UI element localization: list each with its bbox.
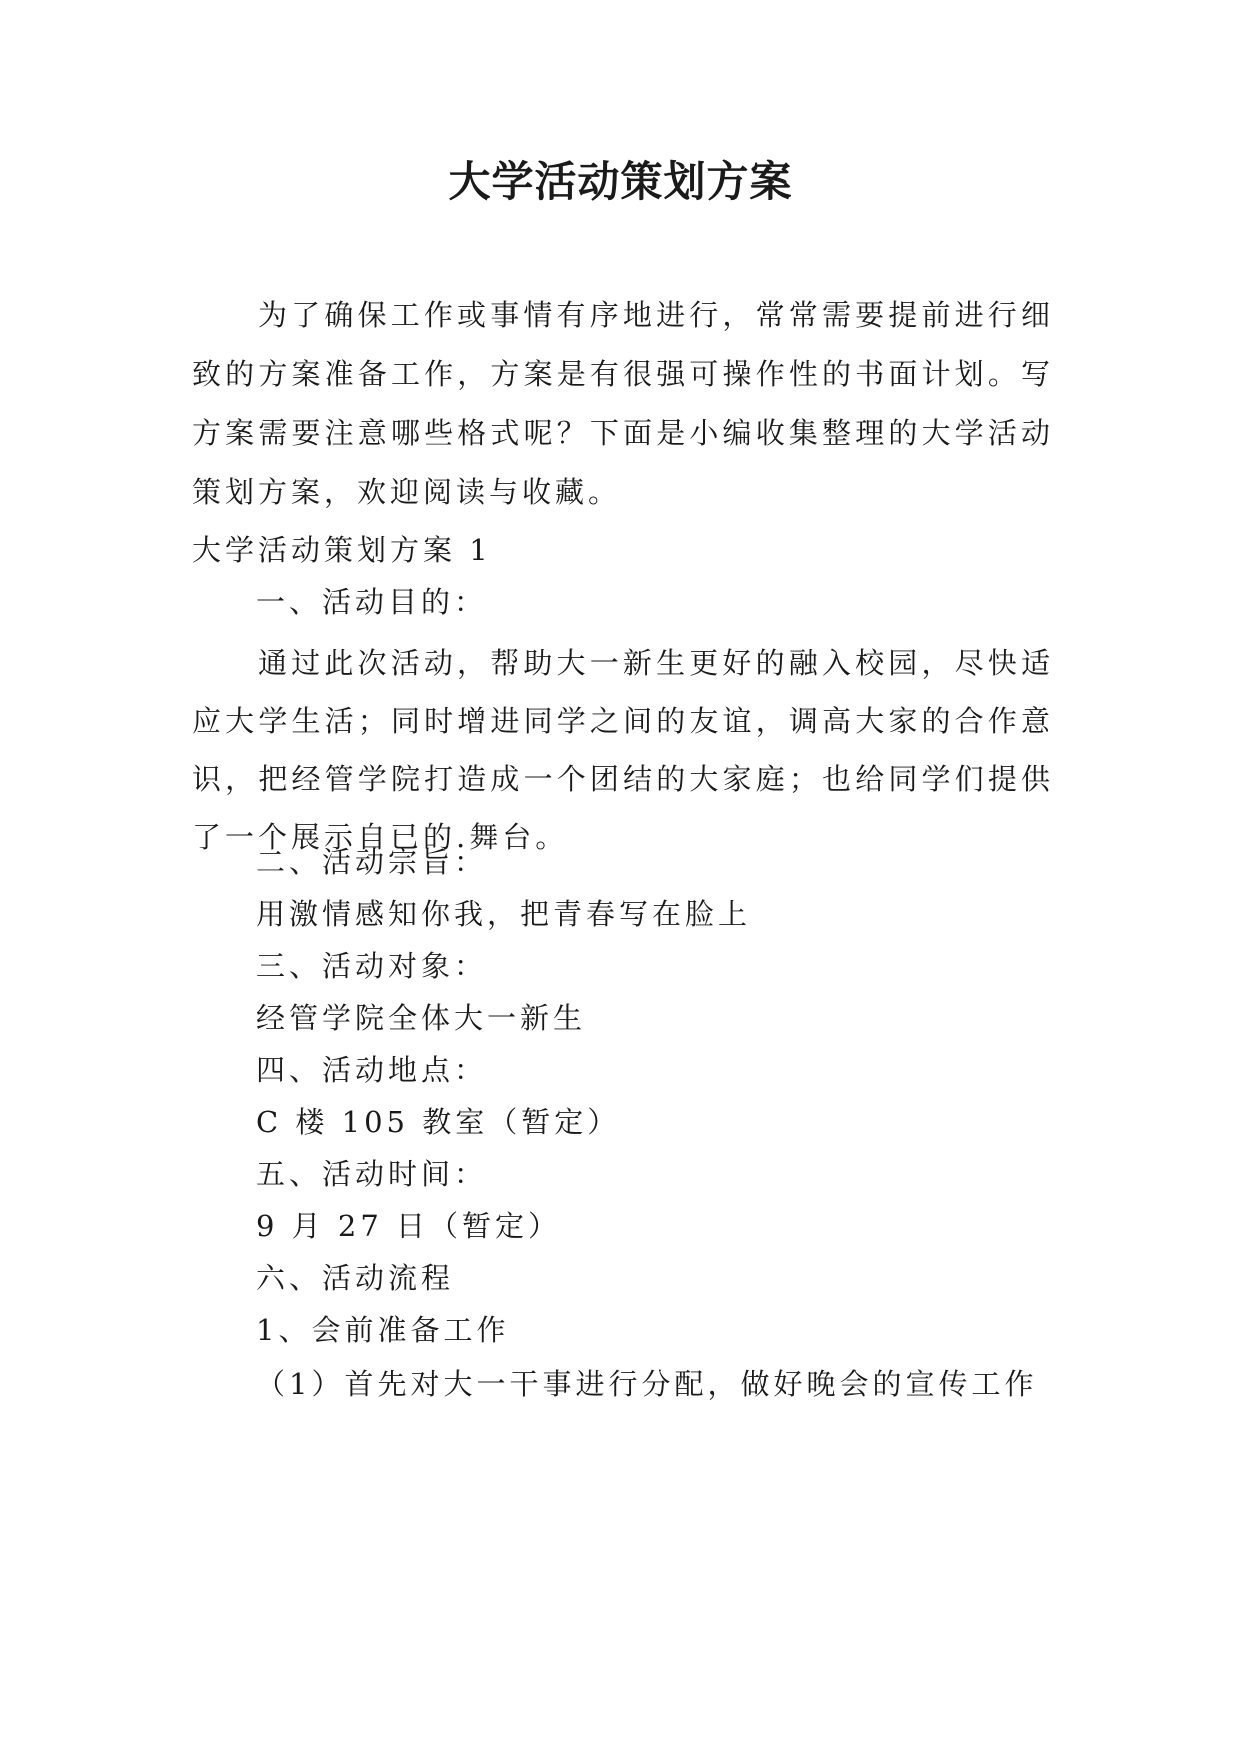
heading-location: 四、活动地点： (256, 1053, 488, 1087)
heading-time: 五、活动时间： (256, 1157, 488, 1191)
target-text: 经管学院全体大一新生 (256, 1001, 587, 1035)
section-title: 大学活动策划方案 1 (192, 533, 492, 567)
step-1-1: （1）首先对大一干事进行分配，做好晚会的宣传工作 (256, 1367, 1038, 1401)
document-title: 大学活动策划方案 (448, 157, 793, 206)
location-text: C 楼 105 教室（暂定） (256, 1105, 621, 1139)
heading-tenet: 二、活动宗旨： (256, 845, 488, 879)
intro-paragraph: 为了确保工作或事情有序地进行，常常需要提前进行细致的方案准备工作，方案是有很强可操作性的书面计划。写方案需要注意哪些格式呢？下面是小编收集整理的大学活动策划方案，欢迎阅读与收藏。 (192, 298, 1054, 509)
heading-process: 六、活动流程 (256, 1261, 455, 1295)
time-text: 9 月 27 日（暂定） (256, 1209, 562, 1243)
step-1: 1、会前准备工作 (256, 1313, 510, 1347)
purpose-paragraph: 通过此次活动，帮助大一新生更好的融入校园，尽快适应大学生活；同时增进同学之间的友谊，调高大家的合作意识，把经管学院打造成一个团结的大家庭；也给同学们提供了一个展示自已的.舞台。 (192, 646, 1054, 854)
tenet-text: 用激情感知你我，把青春写在脸上 (256, 897, 752, 931)
heading-purpose: 一、活动目的： (256, 585, 488, 619)
heading-target: 三、活动对象： (256, 949, 488, 983)
